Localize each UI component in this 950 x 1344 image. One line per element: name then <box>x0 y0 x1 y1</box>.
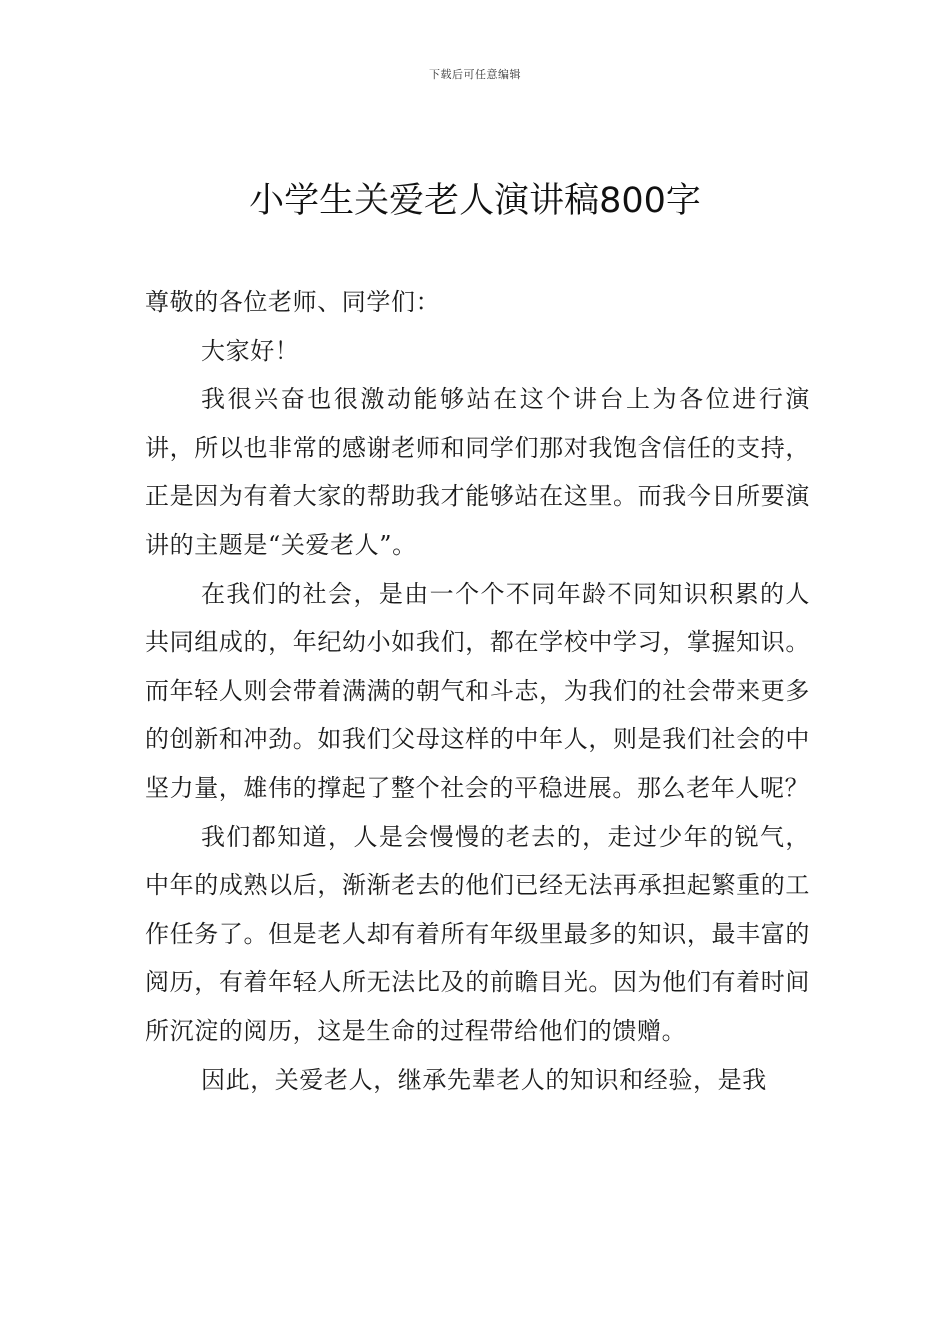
salutation: 尊敬的各位老师、同学们： <box>145 288 441 316</box>
document-body <box>145 278 810 1104</box>
paragraph-2: 在我们的社会，是由一个个不同年龄不同知识积累的人共同组成的，年纪幼小如我们，都在学校中学习，掌握知识。而年轻人则会带着满满的朝气和斗志，为我们的社会带来更多的创新和冲劲。如我们父母这样的中年人，则是我们社会的中坚力量，雄伟的撑起了整个社会的平稳进展。那么老年人呢？ <box>145 579 810 802</box>
paragraph-4: 因此，关爱老人，继承先辈老人的知识和经验，是我 <box>201 1065 767 1094</box>
greeting: 大家好！ <box>201 336 300 365</box>
paragraph-1: 我很兴奋也很激动能够站在这个讲台上为各位进行演讲，所以也非常的感谢老师和同学们那对我饱含信任的支持，正是因为有着大家的帮助我才能够站在这里。而我今日所要演讲的主题是“关爱老人”。 <box>145 385 810 559</box>
document-title: 小学生关爱老人演讲稿800字 <box>249 181 701 221</box>
header-note: 下载后可任意编辑 <box>429 68 521 81</box>
paragraph-3: 我们都知道，人是会慢慢的老去的，走过少年的锐气，中年的成熟以后，渐渐老去的他们已经无法再承担起繁重的工作任务了。但是老人却有着所有年级里最多的知识，最丰富的阅历，有着年轻人所无法比及的前瞻目光。因为他们有着时间所沉淀的阅历，这是生命的过程带给他们的馈赠。 <box>145 822 810 1045</box>
